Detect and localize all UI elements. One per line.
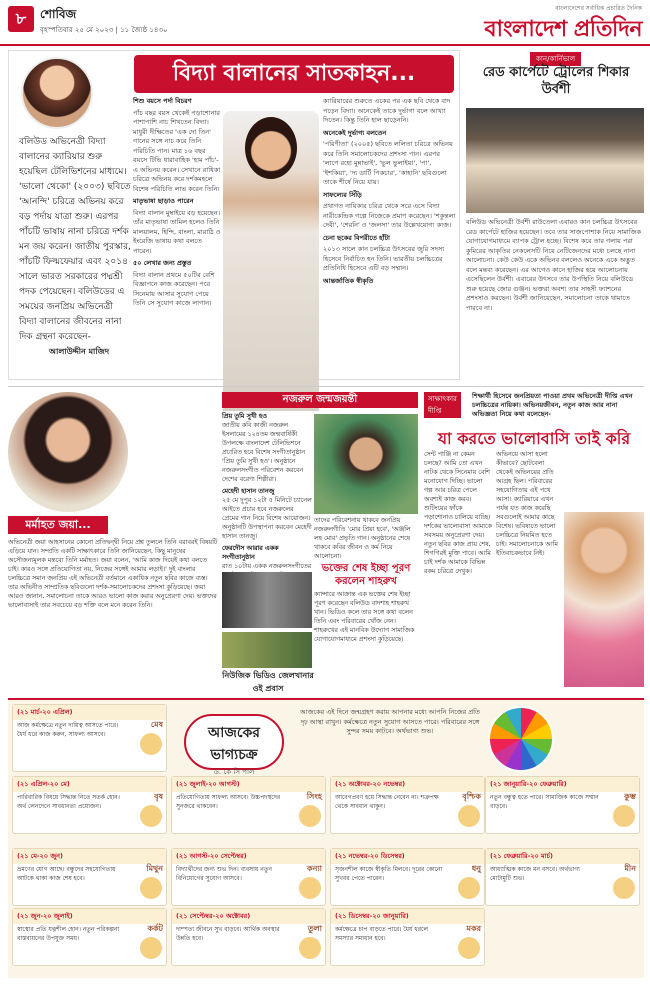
zodiac-forecast: আধ্যাত্মিক কাজে মন বসবে। অর্থভাগ্য মোটামুটি শুভ। <box>490 866 580 882</box>
jaya-story <box>8 392 218 692</box>
masthead-logo: বাংলাদেশ প্রতিদিন <box>484 16 642 42</box>
music-video-photo-2 <box>222 632 312 668</box>
paragraph: রাত ১০টায় একক নজরুলসংগীতের <box>222 563 312 570</box>
zodiac-forecast: স্বাস্থ্যের প্রতি যত্নশীল হোন। নতুন পরিকল্পনা বাস্তবায়নের উপযুক্ত সময়। <box>17 926 120 942</box>
page-number: ৮ <box>8 6 34 32</box>
zodiac-symbol-icon <box>299 805 321 827</box>
zodiac-symbol-icon <box>140 805 162 827</box>
zodiac-forecast: পারিবারিক বিষয়ে সিদ্ধান্ত নিতে সতর্ক হোন। অর্থ লেনদেনে সাবধানতা প্রয়োজন। <box>17 794 120 810</box>
nazrul-column-2: তাদের পরিবেশনায় থাকবে জনপ্রিয় নজরুলগীতি 'মোর প্রিয়া হবে', 'অঞ্জলি লহ মোর' প্রভৃতি গান। অনুষ্ঠানের শেষে থাকবে কবির জীবন ও কর্ম নিয়ে আলোচনা। <box>314 517 411 560</box>
jaya-body: অভিনেত্রী জয়া আহসানের কোনো প্রতিদ্বন্দ্বী নিয়ে প্রশ্ন তুললে তিনি বরাবরই বিষয়টি এড়িয়ে যান। সম্প্রতি একটি সাক্ষাৎকারে তিনি জানিয়েছেন, কিছু মানুষের অসৌজন্যমূলক মন্তব্যে তিনি মর্মাহত। জয়া বলেন, 'আমি কাজ দিয়েই কথা বলতে চাই। কারও সঙ্গে প্রতিযোগিতা নয়, নিজের সঙ্গেই আমার লড়াই।' দুই বাংলার চলচ্চিত্রে সমান জনপ্রিয় এই অভিনেত্রী বর্তমানে একাধিক নতুন ছবির কাজে ব্যস্ত। তার অভিনীত সাম্প্রতিক ছবিগুলো দর্শক-সমালোচকদের প্রশংসা কুড়িয়েছে। জয়া আরও জানান, সমালোচনা তাকে আরও ভালো কাজ করার অনুপ্রেরণা দেয়। ভক্তদের ভালোবাসাই তার সবচেয়ে বড় শক্তি বলে মনে করেন তিনি। <box>8 539 218 609</box>
zodiac-date-range: (২১ জুলাই-২০ আগস্ট) <box>172 777 325 792</box>
zodiac-forecast: আজ কর্মক্ষেত্রে নতুন দায়িত্ব আসতে পারে। ধৈর্য ধরে কাজ করুন, সাফল্য আসবে। <box>17 722 119 738</box>
subheading: আন্তর্জাতিক স্বীকৃতি <box>323 276 374 285</box>
zodiac-symbol-icon <box>140 937 162 959</box>
paragraph: ক্যারিয়ারের শুরুতে একের পর এক ছবি থেকে বাদ পড়েন বিদ্যা। অনেকেই তাকে দুর্ভাগা বলে আখ্যা দিতেন। কিন্তু তিনি হাল ছাড়েননি। <box>323 97 451 124</box>
zodiac-name: মেষ <box>150 720 163 729</box>
zodiac-name: মকর <box>466 924 481 933</box>
zodiac-name: কন্যা <box>306 864 322 873</box>
music-video-photo <box>222 572 312 628</box>
subheading: চেনা ছকের বিপরীতে হাঁটা <box>323 233 390 242</box>
tag-label: সাক্ষাৎকার <box>428 395 457 403</box>
zodiac-symbol-icon <box>140 877 162 899</box>
paragraph: জাতীয় কবি কাজী নজরুল ইসলামের ১২৪তম জন্মবার্ষিকী উপলক্ষে বাংলাদেশ টেলিভিশনে প্রচারিত হবে বিশেষ সংগীতানুষ্ঠান 'প্রিয় তুমি সুখী হও'। অনুষ্ঠানে নজরুলসংগীত পরিবেশন করবেন দেশের বরেণ্য শিল্পীরা। <box>222 422 306 483</box>
section-tag: কান/কার্নিভাল <box>530 52 581 66</box>
zodiac-forecast: প্রতিযোগিতায় সাফল্য আসবে। উচ্চপদস্থদের সুনজরে থাকবেন। <box>176 794 281 810</box>
zodiac-card <box>330 776 485 834</box>
paragraph: প্রথাগত নায়িকার চরিত্র থেকে সরে এসে বিদ্যা নারীকেন্দ্রিক গল্পে নিজেকে প্রমাণ করেছেন। 'শকুন্তলা দেবী', 'শেরনি' ও 'জলসা' তার উল্লেখযোগ্য কাজ। <box>323 202 456 229</box>
zodiac-card <box>330 848 485 906</box>
zodiac-card <box>330 908 485 966</box>
paragraph: ২০১৩ সালে কান চলচ্চিত্র উৎসবের জুরি সদস্য হিসেবে নির্বাচিত হন তিনি। ভারতীয় চলচ্চিত্রের প্রতিনিধি হিসেবে এটি বড় সম্মান। <box>323 245 445 272</box>
redcarpet-body: বলিউড অভিনেত্রী উর্বশী রাউতেলা এবারও কান চলচ্চিত্র উৎসবের রেড কার্পেটে হাজির হয়েছেন। তবে তার সাজপোশাক নিয়ে সামাজিক যোগাযোগমাধ্যমে ব্যাপক ট্রোল হচ্ছে। বিশেষ করে তার গলায় পরা কুমিরের আকৃতির নেকলেসটি নিয়ে নেটিজেনদের মধ্যে চলছে নানা আলোচনা। কেউ কেউ একে অভিনব বললেও অনেকে একে অদ্ভুত বলে মন্তব্য করেছেন। এর আগেও কানে হাজির হয়ে আলোচনায় এসেছিলেন উর্বশী। এবারের উৎসবে তার উপস্থিতি নিয়ে বলিউডে শুরু হয়েছে জোর গুঞ্জন। ভক্তরা অবশ্য তার সাহসী ফ্যাশনের প্রশংসাও করছেন। উর্বশী জানিয়েছেন, সমালোচনা তাকে থামাতে পারবে না। <box>466 218 641 312</box>
zodiac-name: মীন <box>624 864 636 873</box>
paragraph: ২৫ মে দুপুর ১২টা ৫ মিনিটে চ্যানেল আইতে প্রচার হবে নজরুলের প্রেমের গান নিয়ে বিশেষ আয়োজন। অনুষ্ঠানটি উপস্থাপনা করবেন মেহেদী হাসান তানজু। <box>222 497 312 540</box>
horoscope-author: ড. কে সি পাল <box>213 768 255 776</box>
subheading: ৫০ লেখার জন্য প্রস্তুত <box>133 259 192 267</box>
zodiac-name: বৃশ্চিক <box>462 792 481 801</box>
subheading: শিশু বয়সে পর্দা বিচরণ <box>133 97 192 105</box>
interview-headline: যা করতে ভালোবাসি তাই করি <box>437 429 631 448</box>
zodiac-name: কুম্ভ <box>624 792 636 801</box>
nazrul-section <box>222 392 418 692</box>
zodiac-symbol-icon <box>299 937 321 959</box>
vidya-lead: বলিউড অভিনেত্রী বিদ্যা বালানের ক্যারিয়ার শুরু হয়েছিল টেলিভিশনের মাধ্যমে। 'ভালো থেকো' (২০০৩) ছবিতে 'আনন্দি' চরিত্রে অভিনয় করে বড় পর্দায় যাত্রা শুরু। এরপর পাঁচটি ভাষায় নানা চরিত্রে দর্শক মন জয় করেন। জাতীয় পুরস্কার, পাঁচটি ফিল্মফেয়ার এবং ২০১৪ সালে ভারত সরকারের পদ্মশ্রী পদক পেয়েছেন। বলিউডের এ সময়ের জনপ্রিয় অভিনেত্রী বিদ্যা বালানের জীবনের নানা দিক গ্রন্থনা করেছেন- <box>19 137 131 342</box>
vidya-feature <box>8 50 460 380</box>
zodiac-forecast: আবেগপ্রবণ হয়ে সিদ্ধান্ত নেবেন না। শত্রুপক্ষ থেকে সাবধান থাকুন। <box>335 794 439 810</box>
zodiac-symbol-icon <box>613 877 635 899</box>
paragraph: বিদ্যা বালান প্রথমে ৫০টির বেশি বিজ্ঞাপনে কাজ করেছেন। পরে সিনেমায় আসার সুযোগ পেয়ে তিনি সে সুযোগ কাজে লাগান। <box>133 270 215 307</box>
zodiac-forecast: কর্মক্ষেত্রে চাপ বাড়তে পারে। ধৈর্য ধরলে সমস্যার সমাধান হবে। <box>335 926 428 942</box>
zodiac-date-range: (২১ ফেব্রুয়ারি-২০ মার্চ) <box>486 849 639 864</box>
zodiac-symbol-icon <box>299 877 321 899</box>
subheading: ফেরদৌস আরার একক সংগীতানুষ্ঠান <box>222 545 279 561</box>
subheading: মেহেদী হাসান তানজু <box>222 488 275 495</box>
zodiac-forecast: বিদ্যার্থীদের জন্য শুভ দিন। ব্যবসায় নতুন বিনিয়োগের সুযোগ আসবে। <box>176 866 272 882</box>
zodiac-symbol-icon <box>140 733 162 755</box>
zodiac-date-range: (২১ অক্টোবর-২০ নভেম্বর) <box>331 777 484 792</box>
vidya-portrait <box>21 57 93 129</box>
zodiac-name: মিথুন <box>146 864 163 873</box>
vidya-column-1 <box>133 97 221 377</box>
page-header <box>0 0 650 46</box>
zodiac-date-range: (২১ জানুয়ারি-২০ ফেব্রুয়ারি) <box>486 777 639 792</box>
vidya-main-photo-face <box>245 117 297 179</box>
jaya-headline: মর্মাহত জয়া... <box>8 516 108 534</box>
tagline: বাংলাদেশের সর্বাধিক প্রচারিত দৈনিক <box>555 5 642 12</box>
zodiac-symbol-icon <box>458 877 480 899</box>
vidya-column-2 <box>323 97 457 377</box>
zodiac-date-range: (২১ নভেম্বর-২০ ডিসেম্বর) <box>331 849 484 864</box>
zodiac-name: ধনু <box>471 864 481 873</box>
zodiac-name: বৃষ <box>154 792 163 801</box>
zodiac-wheel-icon <box>488 706 554 772</box>
zodiac-date-range: (২১ এপ্রিল-২০ মে) <box>13 777 166 792</box>
zodiac-card <box>485 776 640 834</box>
zodiac-date-range: (২১ আগস্ট-২০ সেপ্টেম্বর) <box>172 849 325 864</box>
zodiac-card <box>12 908 167 966</box>
interview-column-1: সেন্ট পাঞ্জি না কেমন চলছে? আমি তো এখন নাটক থেকে সিনেমায় বেশি মনোযোগ দিচ্ছি। ভালো গল্প আর চরিত্র পেলে অবশ্যই কাজ করব। শুটিংয়ের ফাঁকে পড়াশোনাও চালিয়ে যাচ্ছি। দর্শকের ভালোবাসা আমাকে সবসময় অনুপ্রেরণা দেয়। নতুন ছবির কাজ প্রায় শেষ, শিগগিরই মুক্তি পাবে। আমি চাই দর্শক আমাকে বিভিন্ন রকম চরিত্রে দেখুক। <box>424 451 492 575</box>
redcarpet-story <box>466 50 644 380</box>
zodiac-date-range: (২১ মে-২০ জুন) <box>13 849 166 864</box>
interview-column-2: অভিনয়ে আসা হলো কীভাবে? ছোটবেলা থেকেই অভিনয়ের প্রতি আগ্রহ ছিল। পরিবারের সহযোগিতায় এই পথে আসা। ক্যারিয়ারে এখন পর্যন্ত যত কাজ করেছি সবগুলোই আমার কাছে বিশেষ। ভবিষ্যতে ভালো চলচ্চিত্রে নিয়মিত হতে চাই। সমালোচনাকে আমি ইতিবাচকভাবে নিই। <box>496 451 558 557</box>
zodiac-date-range: (২১ সেপ্টেম্বর-২০ অক্টোবর) <box>172 909 325 924</box>
zodiac-date-range: (২১ মার্চ-২০ এপ্রিল) <box>13 705 166 720</box>
zodiac-symbol-icon <box>458 805 480 827</box>
paragraph: পাঁচ বছর বয়স থেকেই পড়াশোনার পাশাপাশি নাচ শিখতেন বিদ্যা। মাধুরী দীক্ষিতের 'এক দো তিন' গানের সঙ্গে নাচ করে তিনি পরিচিতি পান। মাত্র ১৬ বছর বয়সে টিভি ধারাবাহিক 'হাম পাঁচ'-এ অভিনয় করেন। সেখানে রাধিকা চরিত্রে অভিনয় করে দর্শকমহলে বিশেষ পরিচিতি লাভ করেন তিনি। <box>133 108 221 193</box>
zodiac-symbol-icon <box>613 805 635 827</box>
horoscope-title-box <box>184 714 284 776</box>
subheading: অনেকেই দুর্ভাগ্য বলতেন <box>323 128 387 137</box>
subheading: প্রিয় তুমি সুখী হও <box>222 413 267 420</box>
zodiac-forecast: সৃজনশীল কাজে স্বীকৃতি মিলবে। দূরের কোনো সুখবর পেতে পারেন। <box>335 866 443 882</box>
horoscope-intro: আজকের এই দিনে জন্মগ্রহণ করায় আপনার মধ্যে আপনি নিজের প্রতি দৃঢ় আস্থা রাখুন। কর্মক্ষেত্রে নতুন সুযোগ আসতে পারে। পরিবারের সঙ্গে সুন্দর সময় কাটবে। অর্থভাগ্য শুভ। <box>300 708 480 735</box>
dateline: বৃহস্পতিবার ২৫ মে ২০২৩ | ১১ জ্যৈষ্ঠ ১৪৩০ <box>40 26 168 34</box>
vidya-headline: বিদ্যা বালানের সাতকাহন... <box>134 55 454 93</box>
dipti-interview <box>424 392 644 692</box>
zodiac-name: সিংহ <box>306 792 322 801</box>
vidya-author: আলাউদ্দীন মাজিদ <box>49 347 110 356</box>
singer-photo <box>314 414 418 514</box>
zodiac-forecast: ভ্রমণের যোগ আছে। বন্ধুদের সহযোগিতায় আটকে থাকা কাজ শেষ হবে। <box>17 866 116 882</box>
nazrul-headline: নজরুল জন্মজয়ন্তী <box>222 392 418 408</box>
interview-intro: শিক্ষার্থী হিসেবে জনপ্রিয়তা পাওয়া প্রথম অভিনেত্রী দীপ্তি এখন চলচ্চিত্রের নায়িকা। অভিনয়জীবন, নতুন কাজ আর নানা অভিজ্ঞতা নিয়ে কথা বলেছেন- <box>472 392 633 418</box>
tag-name: দীপ্তি <box>428 407 442 415</box>
redcarpet-headline: রেড কার্পেটে ট্রোলের শিকার উর্বশী <box>482 65 630 97</box>
sharukh-headline: ভক্তের শেষ ইচ্ছা পূরণ করলেন শাহরুখ <box>321 563 411 587</box>
paragraph: বিদ্যা বালান মুম্বাইয়ে বড় হয়েছেন। তাঁর মাতৃভাষা তামিল হলেও তিনি মালয়ালম, হিন্দি, বাংলা, মারাঠি ও ইংরেজি ভাষায় কথা বলতে পারেন। <box>133 208 221 255</box>
zodiac-card <box>12 848 167 906</box>
horoscope-section <box>8 698 644 978</box>
zodiac-name: কর্কট <box>147 924 163 933</box>
dipti-photo <box>564 512 644 687</box>
zodiac-forecast: নতুন বন্ধুত্ব হতে পারে। সামাজিক কাজে সম্মান বাড়বে। <box>490 794 599 810</box>
music-video-headline: নিউজিক ভিডিও জেলখানার ওই প্রবাস <box>222 671 314 693</box>
zodiac-symbol-icon <box>458 937 480 959</box>
zodiac-name: তুলা <box>307 924 322 933</box>
zodiac-card <box>485 848 640 906</box>
section-divider <box>8 386 644 387</box>
paragraph: 'পরিণীতা' (২০০৫) ছবিতে ললিতা চরিত্রে অভিনয় করে তিনি সমালোচকদের প্রশংসা পান। এরপর 'লাগে রহো মুন্নাভাই', 'ভুল ভুলাইয়া', 'পা', 'ইশকিয়া', 'দ্য ডার্টি পিকচার', 'কাহানি' ছবিগুলো তাকে শীর্ষে নিয়ে যায়। <box>323 140 453 186</box>
sharukh-body: ক্যান্সারে আক্রান্ত এক ভক্তের শেষ ইচ্ছা পূরণ করেছেন বলিউড বাদশাহ শাহরুখ খান। ভিডিও কলে তার সঙ্গে কথা বলেন তিনি এবং পরিবারের খোঁজ নেন। শাহরুখের এই মানবিক উদ্যোগ সামাজিক যোগাযোগমাধ্যমে প্রশংসা কুড়িয়েছে। <box>314 591 415 643</box>
subheading: মাতৃভাষা ছাড়াও পারেন <box>133 197 194 205</box>
zodiac-card <box>171 908 326 966</box>
jaya-portrait <box>8 392 128 512</box>
urvashi-photo <box>466 108 644 213</box>
zodiac-date-range: (২১ ডিসেম্বর-২০ জানুয়ারি) <box>331 909 484 924</box>
nazrul-column-1 <box>222 412 312 570</box>
zodiac-card <box>12 704 167 772</box>
zodiac-date-range: (২১ জুন-২০ জুলাই) <box>13 909 166 924</box>
zodiac-card <box>12 776 167 834</box>
section-tag <box>424 392 461 418</box>
horoscope-title: আজকের ভাগ্যচক্র <box>208 725 260 763</box>
subheading: সাফল্যের সিঁড়ি <box>323 190 362 199</box>
zodiac-card <box>171 848 326 906</box>
zodiac-forecast: দাম্পত্য জীবনে সুখ বাড়বে। আর্থিক অবস্থার উন্নতি হবে। <box>176 926 280 942</box>
section-title: শোবিজ <box>40 7 77 21</box>
zodiac-card <box>171 776 326 834</box>
